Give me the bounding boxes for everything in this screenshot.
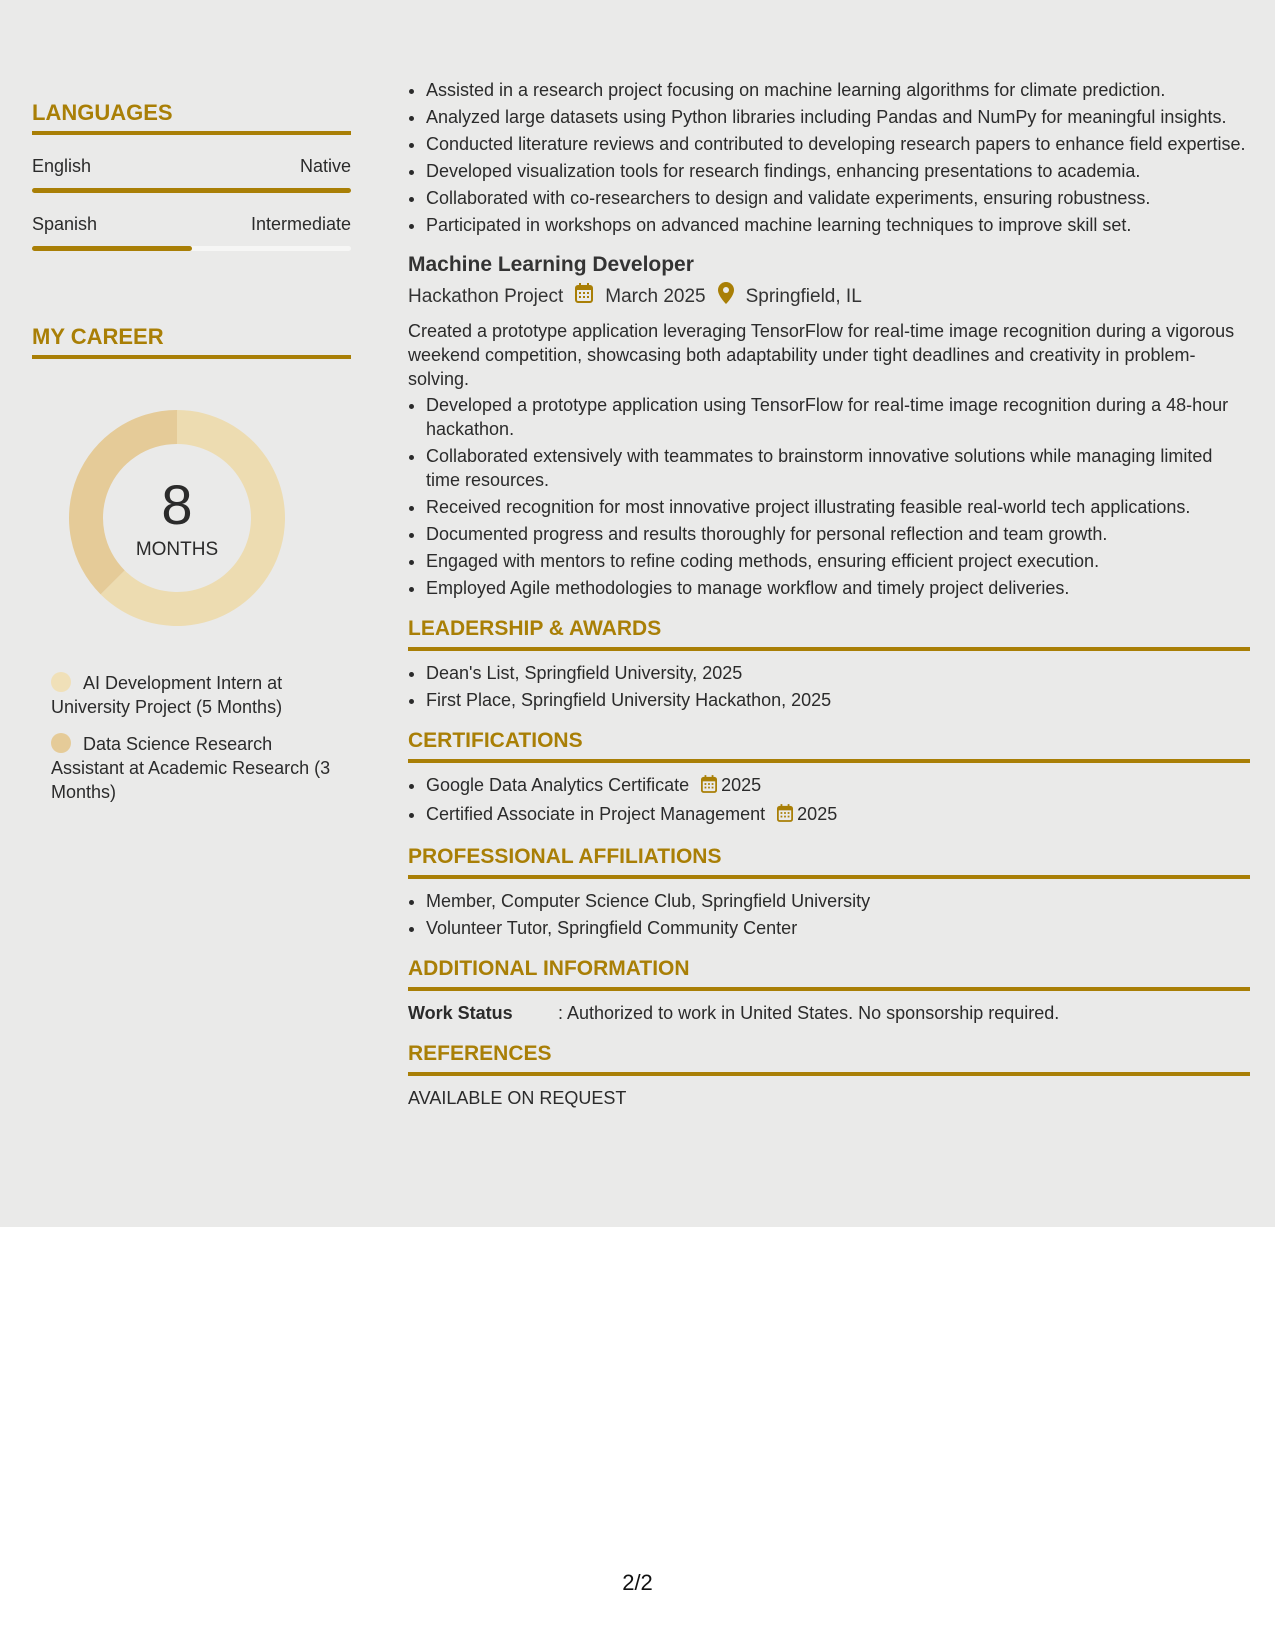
career-legend-item	[51, 671, 331, 719]
job-date: March 2025	[605, 286, 706, 307]
career-total-number: 8	[161, 473, 193, 536]
certifications-section	[408, 728, 1250, 828]
language-name: English	[32, 156, 92, 176]
list-item: • Assisted in a research project focusing on machine learning algorithms for climate prediction.	[426, 78, 1250, 102]
leadership-title: LEADERSHIP & AWARDS	[408, 616, 1250, 651]
list-item: • Member, Computer Science Club, Springfield University	[426, 889, 1250, 913]
list-item: • Dean's List, Springfield University, 2025	[426, 661, 1250, 685]
leadership-section	[408, 616, 1250, 712]
job-company: Hackathon Project	[408, 286, 564, 307]
career-legend-label: Data Science Research Assistant at Academic Research (3 Months)	[51, 734, 331, 802]
list-item: • Engaged with mentors to refine coding methods, ensuring efficient project execution.	[426, 549, 1250, 573]
calendar-icon	[575, 283, 593, 311]
career-title: MY CAREER	[32, 324, 351, 359]
list-item: • Analyzed large datasets using Python libraries including Pandas and NumPy for meaningful insights.	[426, 105, 1250, 129]
list-item	[426, 802, 1250, 828]
list-item: • First Place, Springfield University Hackathon, 2025	[426, 688, 1250, 712]
location-pin-icon	[718, 282, 734, 312]
job-title: Machine Learning Developer	[408, 253, 694, 276]
language-proficiency-bar	[32, 246, 351, 251]
career-total-unit: MONTHS	[135, 539, 219, 560]
list-item: • Employed Agile methodologies to manage workflow and timely project deliveries.	[426, 576, 1250, 600]
list-item: • Volunteer Tutor, Springfield Community Center	[426, 916, 1250, 940]
career-legend-label: AI Development Intern at University Project (5 Months)	[51, 673, 283, 717]
list-item: • Collaborated with co-researchers to design and validate experiments, ensuring robustness.	[426, 186, 1250, 210]
list-item: • Participated in workshops on advanced machine learning techniques to improve skill set.	[426, 213, 1250, 237]
work-status-row	[408, 1001, 1250, 1025]
list-item: • Developed visualization tools for research findings, enhancing presentations to academia.	[426, 159, 1250, 183]
language-proficiency-bar	[32, 188, 351, 193]
language-item	[32, 155, 351, 193]
additional-info-title: ADDITIONAL INFORMATION	[408, 956, 1250, 991]
calendar-icon	[701, 775, 717, 799]
list-item	[426, 773, 1250, 799]
affiliations-title: PROFESSIONAL AFFILIATIONS	[408, 844, 1250, 879]
right-column	[408, 78, 1250, 1110]
language-level: Native	[299, 156, 351, 176]
references-text: AVAILABLE ON REQUEST	[408, 1088, 627, 1108]
language-item	[32, 213, 351, 251]
job-description: Created a prototype application leveraging TensorFlow for real-time image recognition during a vigorous weekend competition, showcasing both adaptability under tight deadlines and creativity in problem-solving.	[408, 321, 1235, 389]
job-meta	[408, 282, 1250, 312]
left-column	[32, 100, 351, 817]
work-status-value: : Authorized to work in United States. No sponsorship required.	[558, 1003, 1060, 1023]
career-donut-chart	[62, 403, 292, 633]
cert-year: 2025	[721, 775, 762, 795]
career-legend-item	[51, 732, 331, 804]
language-level: Intermediate	[250, 214, 351, 234]
legend-dot-icon	[51, 733, 71, 753]
list-item: • Developed a prototype application using TensorFlow for real-time image recognition during a 48-hour hackathon.	[426, 393, 1250, 441]
languages-title: LANGUAGES	[32, 100, 351, 135]
language-proficiency-fill	[32, 246, 192, 251]
list-item: • Received recognition for most innovative project illustrating feasible real-world tech applications.	[426, 495, 1250, 519]
language-proficiency-fill	[32, 188, 351, 193]
calendar-icon	[777, 804, 793, 828]
cert-year: 2025	[797, 804, 838, 824]
additional-info-section	[408, 956, 1250, 1025]
cert-name: Certified Associate in Project Management	[426, 804, 766, 824]
page-number: 2/2	[622, 1570, 653, 1595]
list-item: • Conducted literature reviews and contributed to developing research papers to enhance field expertise.	[426, 132, 1250, 156]
affiliations-section	[408, 844, 1250, 940]
certifications-title: CERTIFICATIONS	[408, 728, 1250, 763]
cert-name: Google Data Analytics Certificate	[426, 775, 690, 795]
references-title: REFERENCES	[408, 1041, 1250, 1076]
list-item: • Documented progress and results thoroughly for personal reflection and team growth.	[426, 522, 1250, 546]
legend-dot-icon	[51, 672, 71, 692]
career-legend	[51, 671, 331, 804]
work-status-label: Work Status	[408, 1003, 513, 1023]
references-section	[408, 1041, 1250, 1110]
previous-job-bullets	[408, 78, 1250, 237]
job-location: Springfield, IL	[745, 286, 862, 307]
language-name: Spanish	[32, 214, 98, 234]
list-item: • Collaborated extensively with teammates to brainstorm innovative solutions while managing limited time resources.	[426, 444, 1250, 492]
job-bullets	[408, 393, 1250, 600]
